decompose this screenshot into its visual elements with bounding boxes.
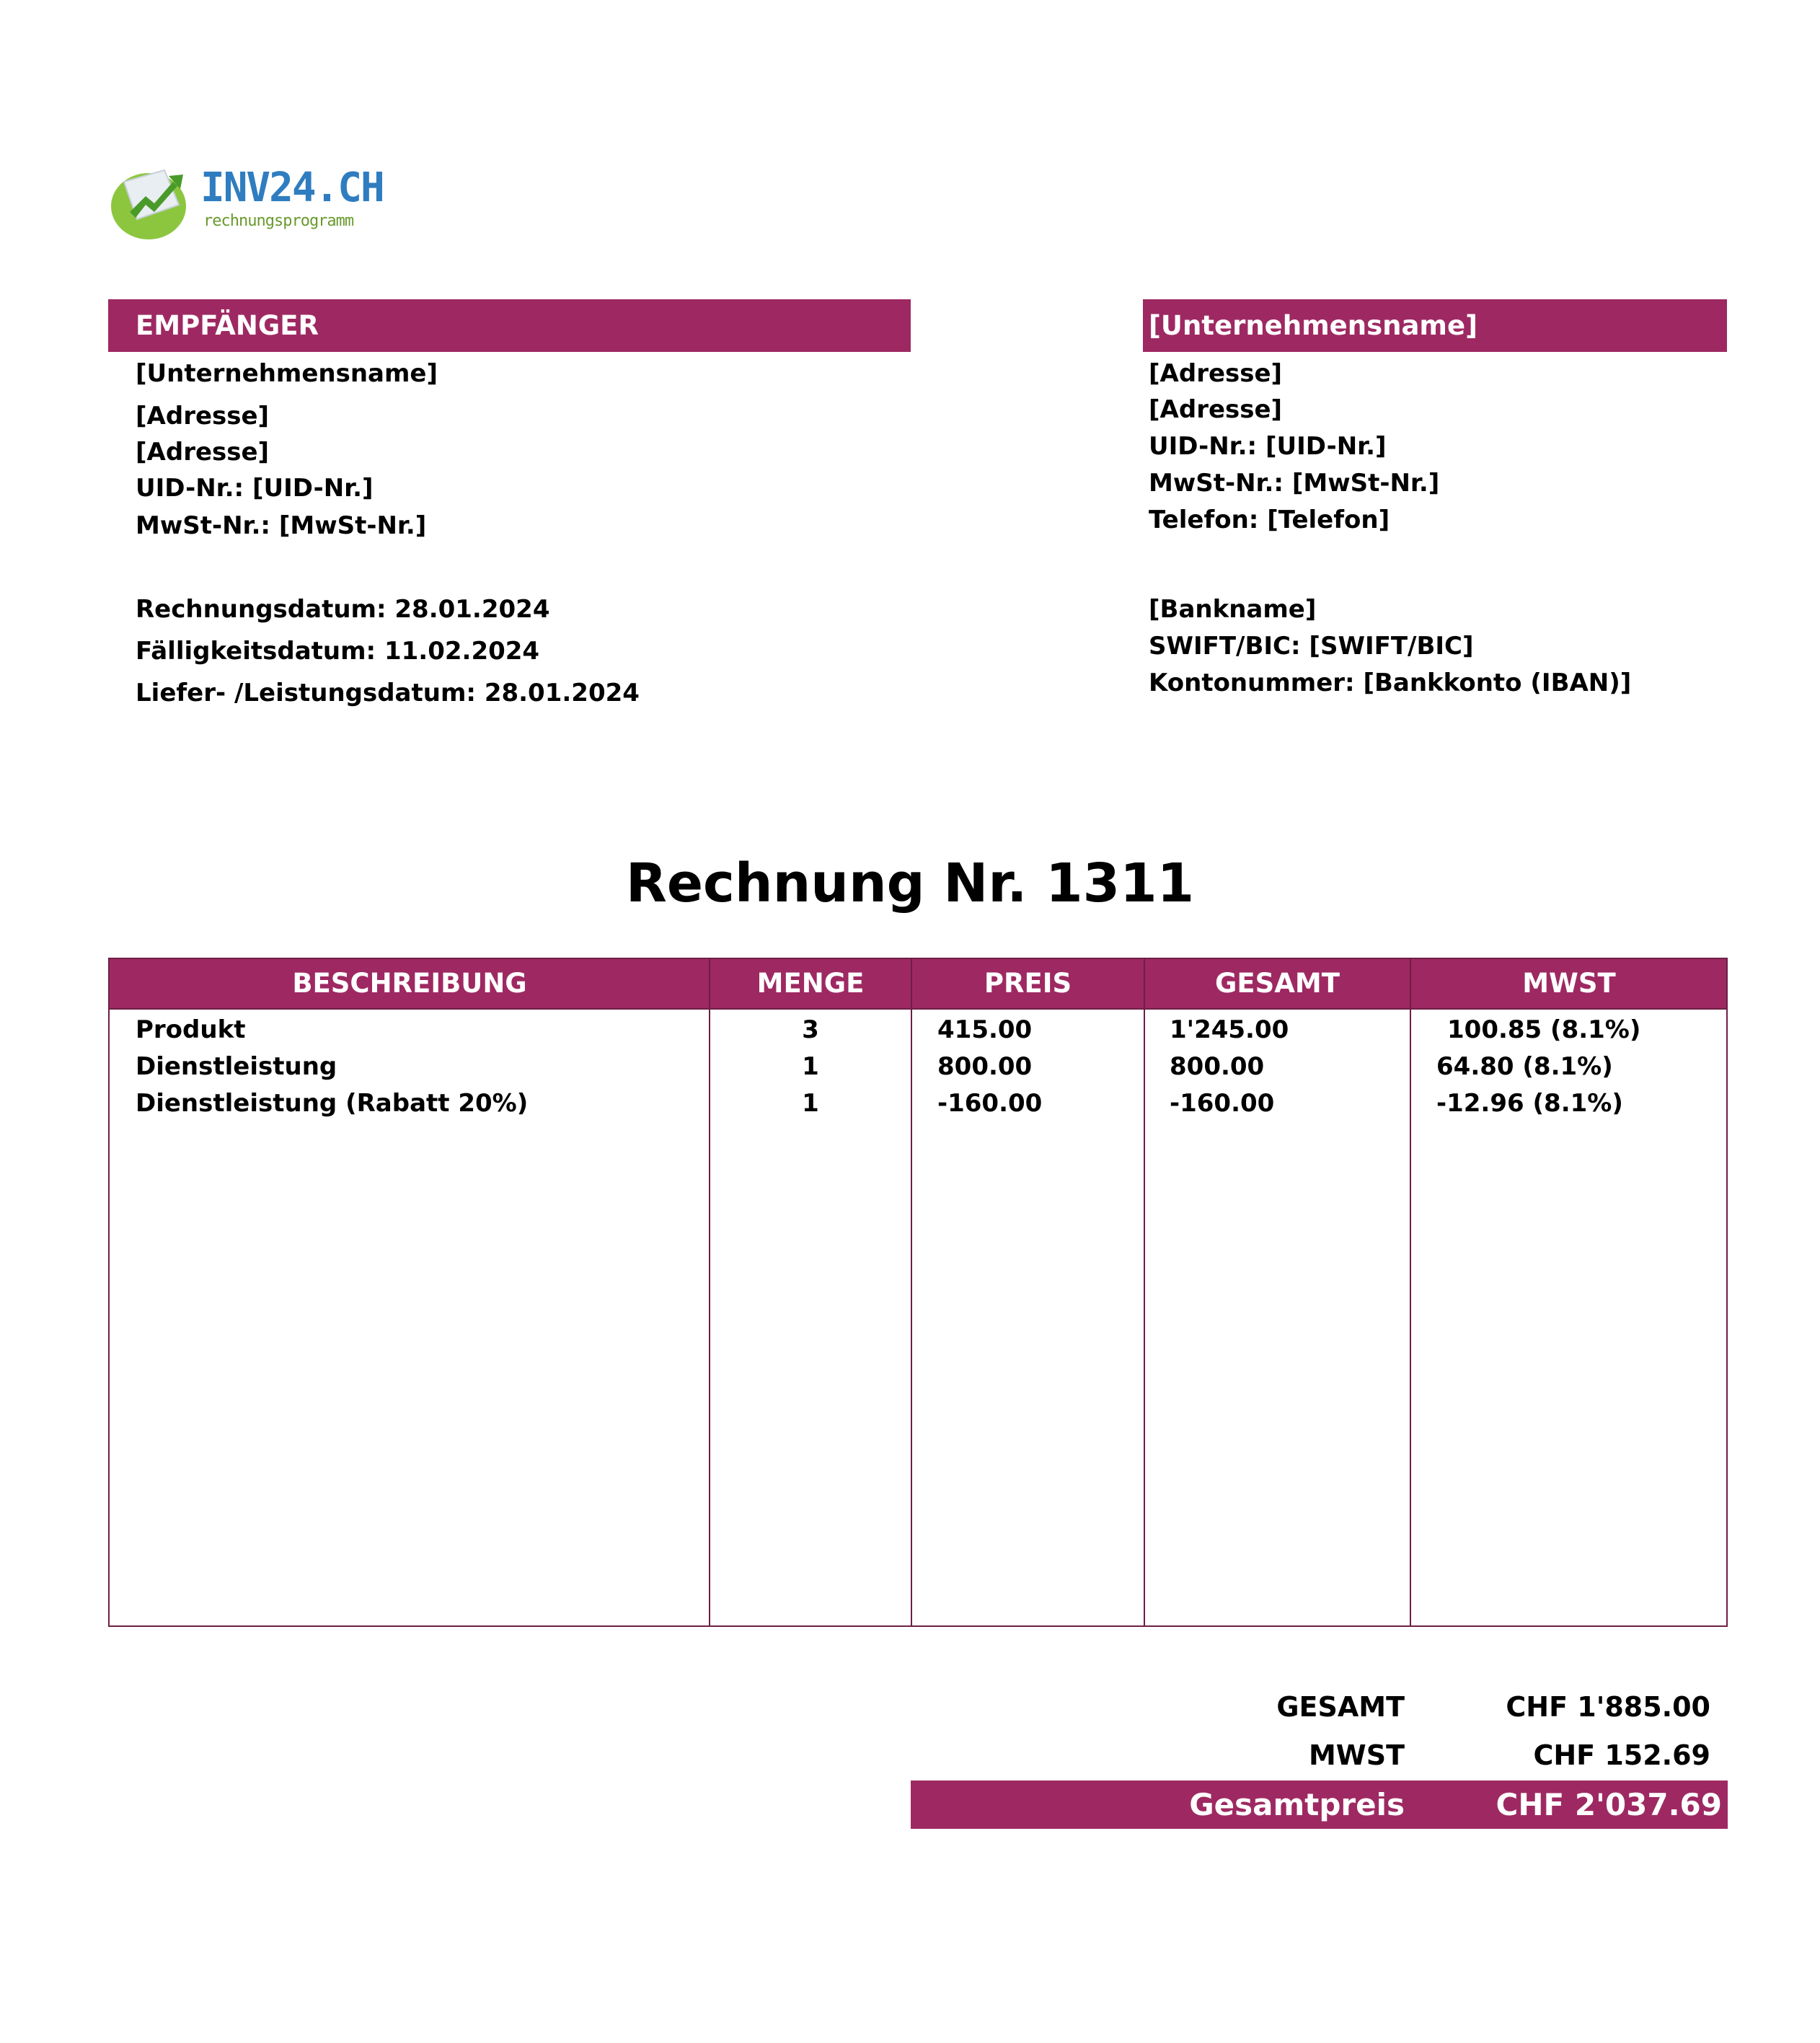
sender-vat-number: MwSt-Nr.: [MwSt-Nr.] [1149,469,1440,498]
column-header-price: PREIS [984,968,1072,999]
recipient-header: EMPFÄNGER [108,299,911,352]
row-total: -160.00 [1170,1089,1275,1118]
subtotal-value: CHF 1'885.00 [1506,1691,1710,1723]
invoice-title: Rechnung Nr. 1311 [625,852,1195,914]
sender-address-1: [Adresse] [1149,359,1283,388]
bank-name: [Bankname] [1149,595,1317,624]
items-table [108,958,1728,1627]
column-header-quantity: MENGE [756,968,865,999]
recipient-uid: UID-Nr.: [UID-Nr.] [136,474,374,503]
sender-header: [Unternehmensname] [1143,299,1727,352]
grand-total-value: CHF 2'037.69 [1496,1787,1722,1822]
sender-phone: Telefon: [Telefon] [1149,506,1390,534]
vat-total-label: MWST [1308,1739,1405,1771]
due-date: Fälligkeitsdatum: 11.02.2024 [136,637,540,666]
row-description: Dienstleistung [136,1052,337,1081]
grand-total-label: Gesamtpreis [1189,1787,1405,1822]
column-divider [1410,959,1411,1625]
logo-tagline: rechnungsprogramm [203,212,354,230]
bank-swift: SWIFT/BIC: [SWIFT/BIC] [1149,632,1474,661]
recipient-address-2: [Adresse] [136,438,270,467]
invoice-date: Rechnungsdatum: 28.01.2024 [136,595,550,624]
sender-address-2: [Adresse] [1149,395,1283,424]
row-description: Dienstleistung (Rabatt 20%) [136,1089,529,1118]
delivery-date: Liefer- /Leistungsdatum: 28.01.2024 [136,679,640,707]
vat-total-value: CHF 152.69 [1533,1739,1710,1771]
subtotal-label: GESAMT [1276,1691,1405,1723]
row-total: 1'245.00 [1170,1015,1289,1044]
logo-brand-text: INV24.CH [200,164,384,211]
logo-icon [108,160,195,247]
recipient-address-1: [Adresse] [136,402,270,431]
column-header-total: GESAMT [1215,968,1340,999]
column-divider [1144,959,1145,1625]
row-vat: -12.96 (8.1%) [1436,1089,1623,1118]
row-vat: 100.85 (8.1%) [1447,1015,1641,1044]
column-header-description: BESCHREIBUNG [292,968,527,999]
column-header-vat: MWST [1522,968,1616,999]
bank-account: Kontonummer: [Bankkonto (IBAN)] [1149,669,1632,697]
row-description: Produkt [136,1015,246,1044]
row-total: 800.00 [1170,1052,1265,1081]
company-logo [108,160,384,247]
row-price: 800.00 [937,1052,1033,1081]
recipient-company: [Unternehmensname] [136,359,438,388]
sender-uid: UID-Nr.: [UID-Nr.] [1149,432,1387,461]
row-price: -160.00 [937,1089,1043,1118]
row-quantity: 3 [802,1015,819,1044]
row-quantity: 1 [802,1052,819,1081]
row-vat: 64.80 (8.1%) [1436,1052,1613,1081]
recipient-vat-number: MwSt-Nr.: [MwSt-Nr.] [136,511,427,540]
table-header [110,959,1726,1008]
row-price: 415.00 [937,1015,1033,1044]
row-quantity: 1 [802,1089,819,1118]
header-divider [110,1008,1726,1010]
